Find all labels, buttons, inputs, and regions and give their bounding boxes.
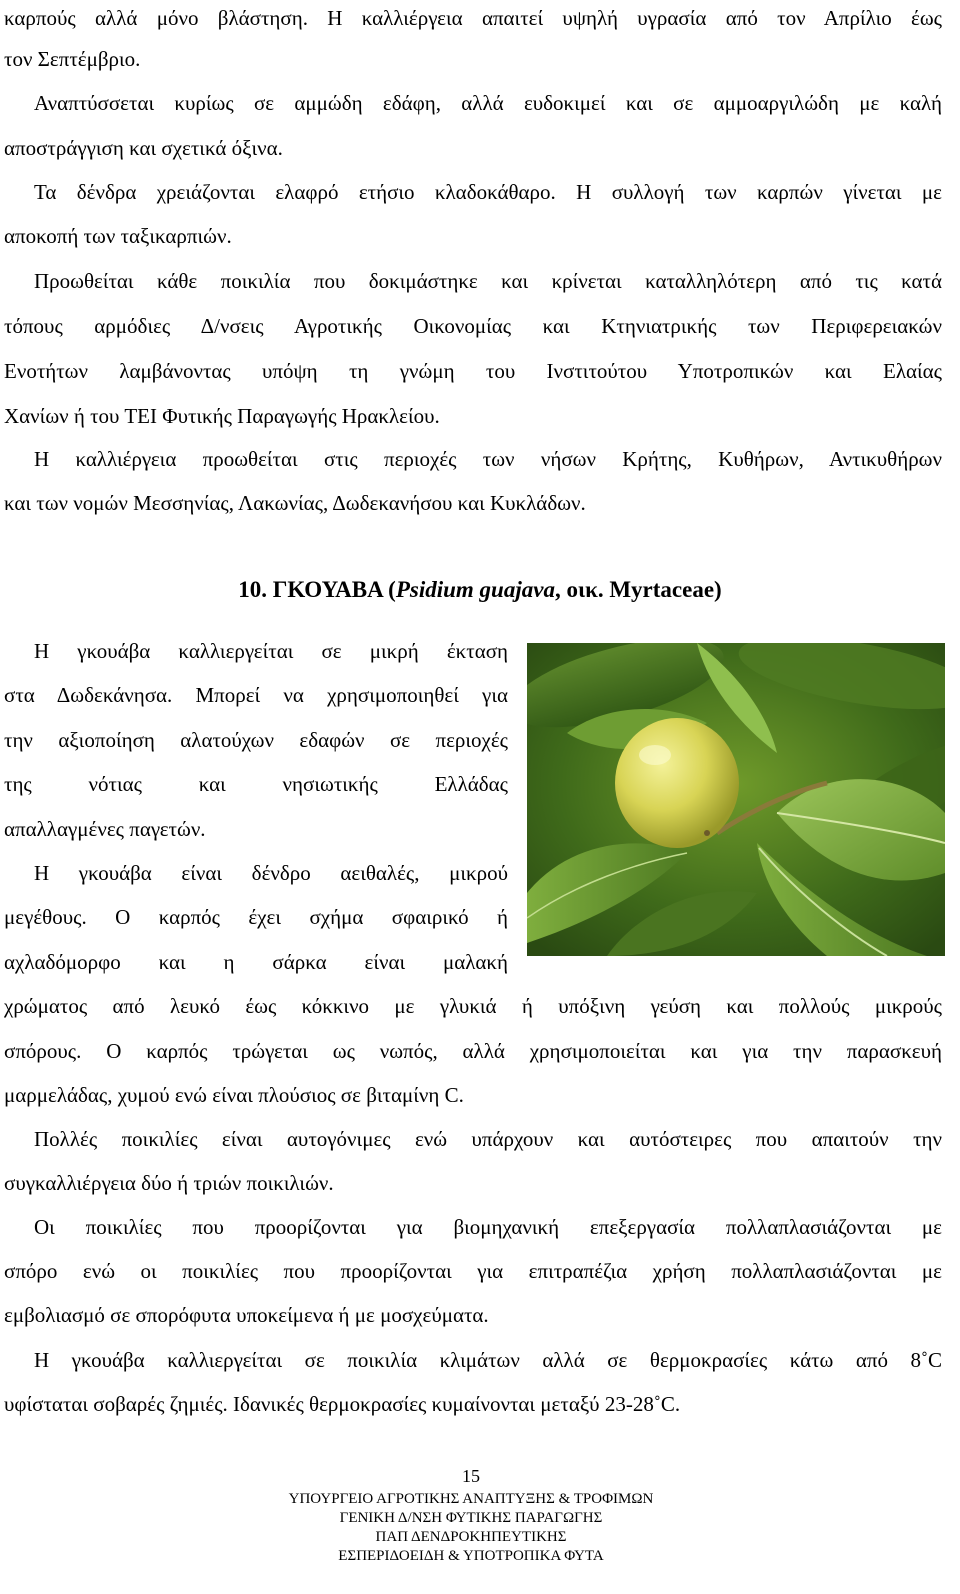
paragraph-line: Τα δένδρα χρειάζονται ελαφρό ετήσιο κλαδοκάθαρο. Η συλλογή των καρπών γίνεται με xyxy=(34,180,942,204)
footer-line: ΓΕΝΙΚΗ Δ/ΝΣΗ ΦΥΤΙΚΗΣ ΠΑΡΑΓΩΓΗΣ xyxy=(339,1510,603,1526)
section-line: χρώματος από λευκό έως κόκκινο με γλυκιά ή υπόξινη γεύση και πολλούς μικρούς xyxy=(4,994,942,1018)
footer-line: ΥΠΟΥΡΓΕΙΟ ΑΓΡΟΤΙΚΗΣ ΑΝΑΠΤΥΞΗΣ & ΤΡΟΦΙΜΩΝ xyxy=(288,1491,654,1507)
paragraph-line: Προωθείται κάθε ποικιλία που δοκιμάστηκε και κρίνεται καταλληλότερη από τις κατά xyxy=(34,269,942,293)
section-line: Οι ποικιλίες που προορίζονται για βιομηχανική επεξεργασία πολλαπλασιάζονται με xyxy=(34,1215,942,1239)
section-line: αχλαδόμορφο και η σάρκα είναι μαλακή xyxy=(4,950,508,974)
section-line: συγκαλλιέργεια δύο ή τριών ποικιλιών. xyxy=(4,1171,334,1195)
section-line: στα Δωδεκάνησα. Μπορεί να χρησιμοποιηθεί για xyxy=(4,683,508,707)
section-line: μαρμελάδας, χυμού ενώ είναι πλούσιος σε βιταμίνη C. xyxy=(4,1083,464,1107)
heading-prefix: 10. ΓΚΟΥΑΒΑ ( xyxy=(238,577,396,602)
paragraph-line: και των νομών Μεσσηνίας, Λακωνίας, Δωδεκανήσου και Κυκλάδων. xyxy=(4,491,586,515)
section-line: Η γκουάβα καλλιεργείται σε ποικιλία κλιμάτων αλλά σε θερμοκρασίες κάτω από 8˚C xyxy=(34,1348,942,1372)
paragraph-line: Χανίων ή του ΤΕΙ Φυτικής Παραγωγής Ηρακλείου. xyxy=(4,404,440,428)
section-line: Η γκουάβα είναι δένδρο αειθαλές, μικρού xyxy=(34,861,508,885)
section-line: εμβολιασμό σε σπορόφυτα υποκείμενα ή με μοσχεύματα. xyxy=(4,1303,489,1327)
footer-line: ΠΑΠ ΔΕΝΔΡΟΚΗΠΕΥΤΙΚΗΣ xyxy=(375,1529,567,1545)
guava-photo xyxy=(527,643,945,956)
section-line: Η γκουάβα καλλιεργείται σε μικρή έκταση xyxy=(34,639,508,663)
footer-line: ΕΣΠΕΡΙΔΟΕΙΔΗ & ΥΠΟΤΡΟΠΙΚΑ ΦΥΤΑ xyxy=(338,1548,604,1564)
section-line: Πολλές ποικιλίες είναι αυτογόνιμες ενώ υπάρχουν και αυτόστειρες που απαιτούν την xyxy=(34,1127,942,1151)
heading-latin-name: Psidium guajava xyxy=(395,577,555,602)
section-line: της νότιας και νησιωτικής Ελλάδας xyxy=(4,772,508,796)
section-line: σπόρο ενώ οι ποικιλίες που προορίζονται για επιτραπέζια χρήση πολλαπλασιάζονται με xyxy=(4,1259,942,1283)
paragraph-line: Ενοτήτων λαμβάνοντας υπόψη τη γνώμη του Ινστιτούτου Υποτροπικών και Ελαίας xyxy=(4,359,942,383)
section-line: μεγέθους. Ο καρπός έχει σχήμα σφαιρικό ή xyxy=(4,905,508,929)
paragraph-line: αποκοπή των ταξικαρπιών. xyxy=(4,224,232,248)
paragraph-line: Αναπτύσσεται κυρίως σε αμμώδη εδάφη, αλλά ευδοκιμεί και σε αμμοαργιλώδη με καλή xyxy=(34,91,942,115)
page-number: 15 xyxy=(462,1466,480,1486)
section-heading xyxy=(0,575,960,605)
section-line: απαλλαγμένες παγετών. xyxy=(4,817,206,841)
section-line: την αξιοποίηση αλατούχων εδαφών σε περιοχές xyxy=(4,728,508,752)
paragraph-line: τόπους αρμόδιες Δ/νσεις Αγροτικής Οικονομίας και Κτηνιατρικής των Περιφερειακών xyxy=(4,314,942,338)
paragraph-line: καρπούς αλλά μόνο βλάστηση. Η καλλιέργεια απαιτεί υψηλή υγρασία από τον Απρίλιο έως xyxy=(4,6,942,30)
paragraph-line: τον Σεπτέμβριο. xyxy=(4,47,141,71)
section-line: σπόρους. Ο καρπός τρώγεται ως νωπός, αλλά χρησιμοποιείται και για την παρασκευή xyxy=(4,1039,942,1063)
paragraph-line: αποστράγγιση και σχετικά όξινα. xyxy=(4,136,283,160)
heading-suffix: , οικ. Myrtaceae) xyxy=(554,577,722,602)
paragraph-line: Η καλλιέργεια προωθείται στις περιοχές των νήσων Κρήτης, Κυθήρων, Αντικυθήρων xyxy=(34,447,942,471)
section-line: υφίσταται σοβαρές ζημιές. Ιδανικές θερμοκρασίες κυμαίνονται μεταξύ 23-28˚C. xyxy=(4,1392,681,1416)
